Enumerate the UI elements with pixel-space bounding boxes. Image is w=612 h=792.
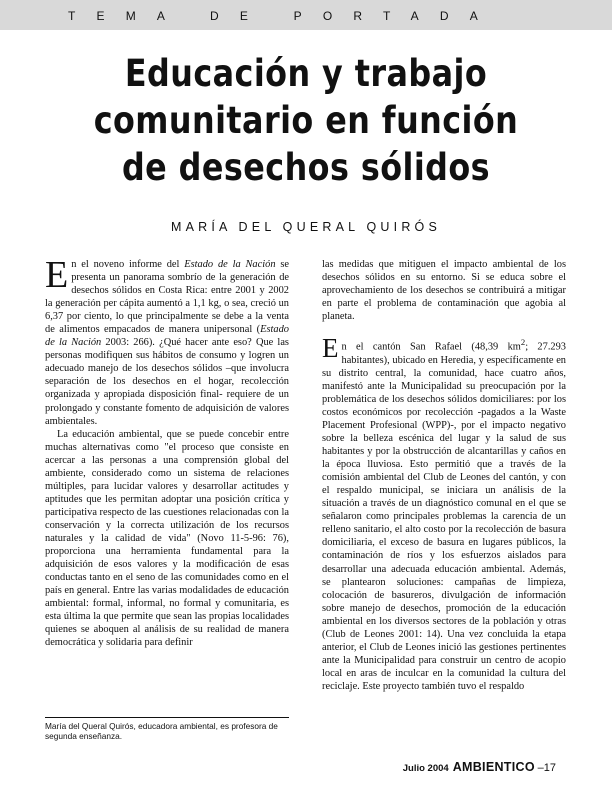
paragraph-text: ; 27.293 habitantes), ubicado en Heredia, y específicamente en su distrito central, la comunidad, hace cuatro años, manifestó ante la Municipalidad su preocupación por la problemática de los desechos sólidos domiciliares: por los costos económicos por recolección -pagados a la Waste Placement Profesional (WPP)-, por el impacto negativo sobre la belleza escénica del lugar y la salud de sus habitantes y por la obstrucción de alcantarillas y caños en la época lluviosa. Esto permitió que a través de la comisión ambiental del Club de Leones del cantón, y con el respaldo municipal, se iniciara un análisis de la situación a través de un diagnóstico comunal en el que se señalaron como principales problemas la carencia de un relleno sanitario, el alto costo por la recolección de basura domiciliaria, el exceso de basura en lugares públicos, la contaminación de ríos y los esfuerzos aislados para desarrollar una adecuada educación ambiental. Además, se plantearon soluciones: campañas de limpieza, colocación de basureros, divulgación de información sobre manejo de desechos, promoción de la educación ambiental en los diversos sectores de la población y otras (Club de Leones 2001: 14). Una vez concluida la etapa anterior, el Club de Leones inició las gestiones pertinentes ante la Municipalidad para construir un centro de acopio local en aras de inculcar en la comunidad la cultura del reciclaje. Este proyecto también tuvo el respaldo xyxy=(322,341,567,692)
footnote-divider xyxy=(45,717,289,718)
right-column xyxy=(322,258,566,693)
superscript: 2 xyxy=(520,337,526,348)
paragraph xyxy=(45,254,290,428)
author-footnote: María del Queral Quirós, educadora ambiental, es profesora de segunda enseñanza. xyxy=(45,721,278,741)
drop-cap: E xyxy=(322,333,339,364)
drop-cap: E xyxy=(45,254,69,296)
paragraph-text: n el noveno informe del xyxy=(71,259,185,270)
paragraph: las medidas que mitiguen el impacto ambiental de los desechos sólidos en su entorno. Si se educa sobre el aprovechamiento de los desechos se contribuirá a mitigar en parte el problema de contaminación que agobia al planeta. xyxy=(322,259,566,323)
paragraph-text: 2003: 266). ¿Qué hacer ante eso? Que las personas modifiquen sus hábitos de consumo y logren un adecuado manejo de los desechos sólidos –que involucra separación de los desechos en el hogar, recolección organizada y apropiada disposición final- requiere de un prolongado y constante fomento de adquisición de valores ambientales. xyxy=(45,337,289,427)
issue-date: Julio 2004 xyxy=(402,763,449,774)
article-author: MARÍA DEL QUERAL QUIRÓS xyxy=(170,220,442,234)
citation-title: Estado de la Nación xyxy=(184,259,276,270)
magazine-logo: AMBIENTICO xyxy=(452,760,535,774)
page-number: –17 xyxy=(537,762,556,774)
left-column xyxy=(45,254,290,649)
paragraph-text: se presenta un panorama sombrío de la generación de desechos sólidos en Costa Rica: entre 2001 y 2002 la generación per cápita aumentó a 1,1 kg, o sea, creció un 6,37 por ciento, lo que principalmente se debe a la venta de alimentos empacados de manera unipersonal ( xyxy=(45,259,290,336)
paragraph-text: n el cantón San Rafael (48,39 km xyxy=(341,341,521,353)
article-title: Educación y trabajo comunitario en función de desechos sólidos xyxy=(93,52,519,189)
page-footer xyxy=(403,760,556,774)
paragraph: La educación ambiental, que se puede concebir entre muchas alternativas como "el proceso que consiste en acercar a las personas a una comprensión global del ambiente, considerado como un sistema de relaciones múltiples, para lucidar valores y desarrollar actitudes y aptitudes que les permitan adoptar una posición crítica y participativa respecto de las cuestiones relacionadas con la conservación y la correcta utilización de los recursos naturales y la calidad de vida" (Novo 11-5-96: 76), proporciona una herramienta fundamental para la adquisición de esos valores y la modificación de esas conductas tanto en el seno de las comunidades como en el país en general. Entre las varias modalidades de educación ambiental: formal, informal, no formal y comunitaria, es esta última la que permite que sean las propias localidades quienes se aboquen al análisis de su realidad de manera democrática y solidaria para definir xyxy=(45,428,289,649)
section-header-bar xyxy=(0,0,612,30)
section-label: TEMA DE PORTADA xyxy=(68,9,499,23)
paragraph xyxy=(322,333,567,693)
citation-title: Estado de la Nación xyxy=(45,324,289,349)
